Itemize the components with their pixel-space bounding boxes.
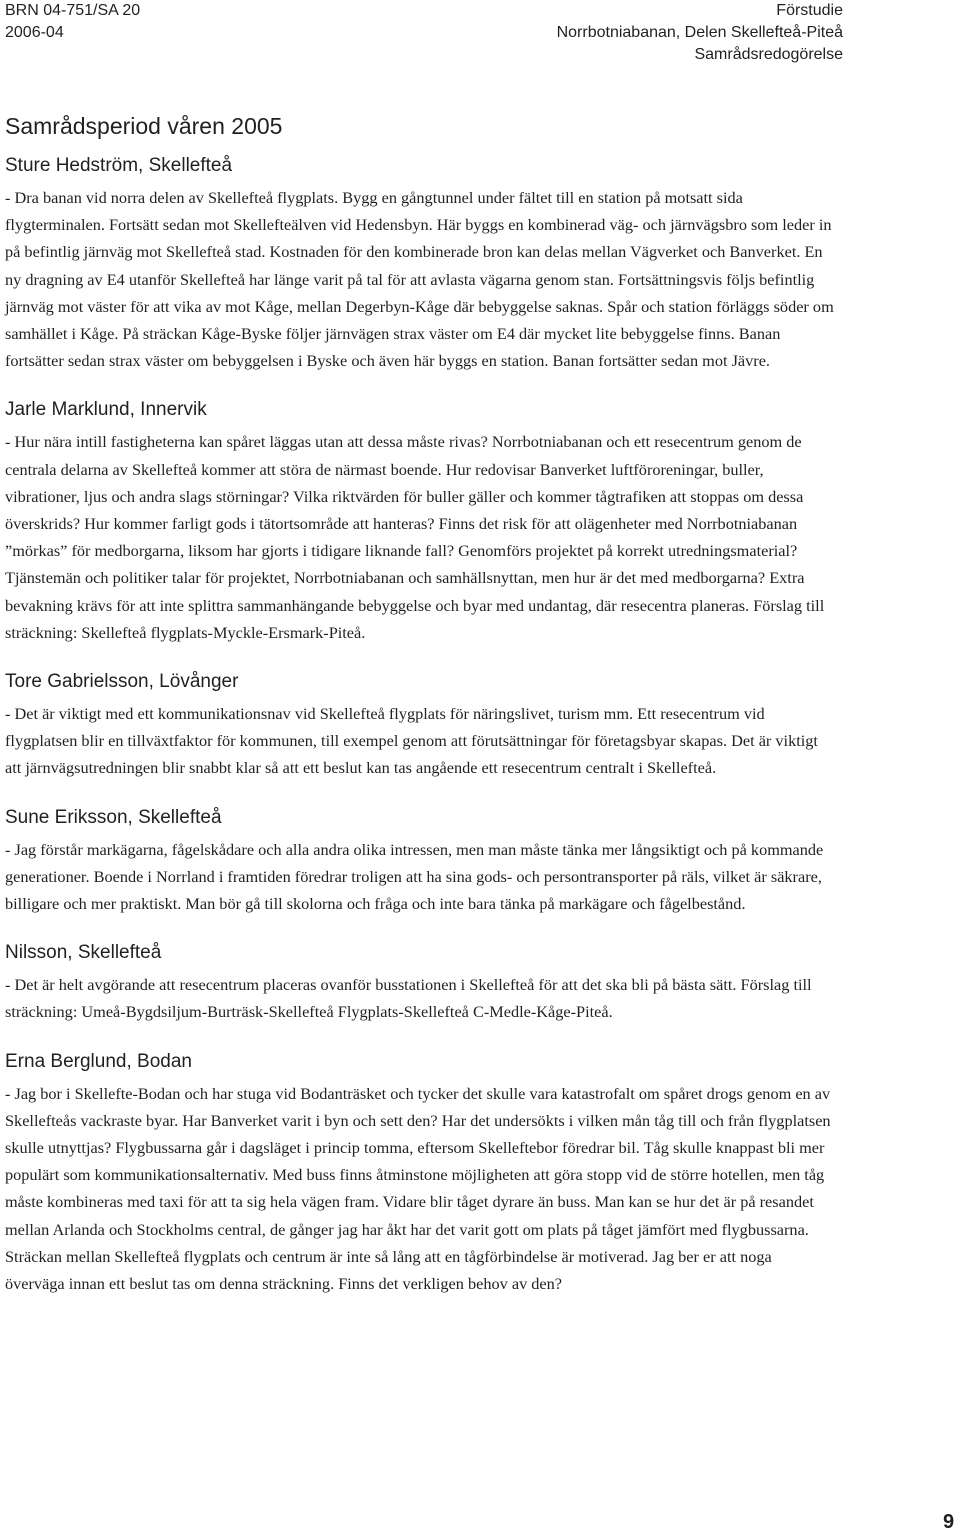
entry (5, 804, 835, 918)
entry-name: Tore Gabrielsson, Lövånger (5, 671, 239, 693)
entry-text: - Dra banan vid norra delen av Skellefteå flygplats. Bygg en gångtunnel under fältet till en station på motsatt sida flygterminalen. Fortsätt sedan mot Skellefteälven vid Hedensbyn. Här byggs en kombinerad väg- och järnvägsbro som leder in på befintlig järnväg mot Skellefteå stad. Kostnaden för den kombinerade bron kan delas mellan Vägverket och Banverket. En ny dragning av E4 utanför Skellefteå har länge varit på tal för att avlasta vägarna genom stan. Fortsättningsvis följs befintlig järnväg mot väster för att vika av mot Kåge, mellan Degerbyn-Kåge där bebyggelse saknas. Spår och station förläggs söder om samhället i Kåge. På sträckan Kåge-Byske följer järnvägen strax väster om E4 där mycket lite bebyggelse finns. Banan fortsätter sedan strax väster om bebyggelsen i Byske och även här byggs en station. Banan fortsätter sedan mot Jävre. (5, 188, 834, 371)
entry-name: Erna Berglund, Bodan (5, 1050, 192, 1072)
entry-name: Nilsson, Skellefteå (5, 942, 162, 964)
document-id: BRN 04-751/SA 20 (5, 2, 141, 19)
document-type: Förstudie (776, 2, 843, 19)
entry (5, 939, 835, 1025)
entry (5, 152, 835, 374)
entry (5, 1048, 835, 1298)
project-name: Norrbotniabanan, Delen Skellefteå-Piteå (556, 24, 843, 41)
document-subtitle: Samrådsredogörelse (694, 46, 843, 63)
page-content (5, 110, 835, 1319)
entry-text: - Det är viktigt med ett kommunikationsnav vid Skellefteå flygplats för näringslivet, turism mm. Ett resecentrum vid flygplatsen blir en tillväxtfaktor för kommunen, till exempel genom att förutsättningar för företagsbyar skapas. Det är viktigt att järnvägsutredningen blir snabbt klar så att ett beslut kan tas angående ett resecentrum centralt i Skellefteå. (5, 704, 818, 778)
entry-name: Sune Eriksson, Skellefteå (5, 806, 222, 828)
document-date: 2006-04 (5, 24, 64, 41)
entry-name: Jarle Marklund, Innervik (5, 399, 207, 421)
entry (5, 396, 835, 646)
section-title: Samrådsperiod våren 2005 (5, 113, 283, 139)
entry-name: Sture Hedström, Skellefteå (5, 155, 233, 176)
entry-text: - Jag förstår markägarna, fågelskådare och alla andra olika intressen, men man måste tänka mer långsiktigt och på kommande generationer. Boende i Norrland i framtiden föredrar troligen att ha sina gods- och persontransporter på räls, vilket är säkrare, billigare och mer praktiskt. Man bör gå till skolorna och fråga och inte bara tänka på markägare och fågelbestånd. (5, 839, 824, 914)
header-right (557, 0, 843, 66)
entry-text: - Det är helt avgörande att resecentrum placeras ovanför busstationen i Skellefteå för att det ska bli på bästa sätt. Förslag till sträckning: Umeå-Bygdsiljum-Burträsk-Skellefteå Flygplats-Skellefteå C-Medle-Kåge-Piteå. (5, 975, 812, 1022)
page-number: 9 (943, 1511, 955, 1533)
entry-text: - Hur nära intill fastigheterna kan spåret läggas utan att dessa måste rivas? Norrbotniabanan och ett resecentrum genom de centrala delarna av Skellefteå kommer att störa de närmast boende. Hur redovisar Banverket luftföroreningar, buller, vibrationer, ljus och andra slags störningar? Vilka riktvärden för buller gäller och kommer tågtrafiken att stoppas om dessa överskrids? Hur kommer farligt gods i tätortsområde att hanteras? Finns det risk för att olägenheter med Norrbotniabanan ”mörkas” för medborgarna, liksom har gjorts i tidigare liknande fall? Genomförs projektet på korrekt utredningsmaterial? Tjänstemän och politiker talar för projektet, Norrbotniabanan och samhällsnyttan, men hur är det med medborgarna? Extra bevakning krävs för att inte splittra sammanhängande bebyggelse och byar med undantag, där resecentra planeras. Förslag till sträckning: Skellefteå flygplats-Myckle-Ersmark-Piteå. (5, 432, 825, 642)
header-left (5, 0, 140, 44)
entry (5, 668, 835, 782)
entry-text: - Jag bor i Skellefte-Bodan och har stuga vid Bodanträsket och tycker det skulle vara katastrofalt om spåret drogs genom en av Skellefteås vackraste byar. Har Banverket varit i byn och sett den? Har det undersökts i vilken mån tåg till och från flygplatsen skulle utnyttjas? Flygbussarna går i dagsläget i princip tomma, eftersom Skelleftebor föredrar bil. Tåg skulle knappast bli mer populärt som kommunikationsalternativ. Med buss finns åtminstone möjligheten att göra stopp vid de större hotellen, men tåg måste kombineras med taxi för att ta sig hela vägen fram. Vidare blir tåget dyrare än buss. Man kan se hur det är på resandet mellan Arlanda och Stockholms central, de gånger jag har åkt har det varit gott om plats på tåget jämfört med flygbussarna. Sträckan mellan Skellefteå flygplats och centrum är inte så lång att en tågförbindelse är motiverad. Jag ber er att noga överväga innan ett beslut tas om denna sträckning. Finns det verkligen behov av den? (5, 1083, 831, 1294)
